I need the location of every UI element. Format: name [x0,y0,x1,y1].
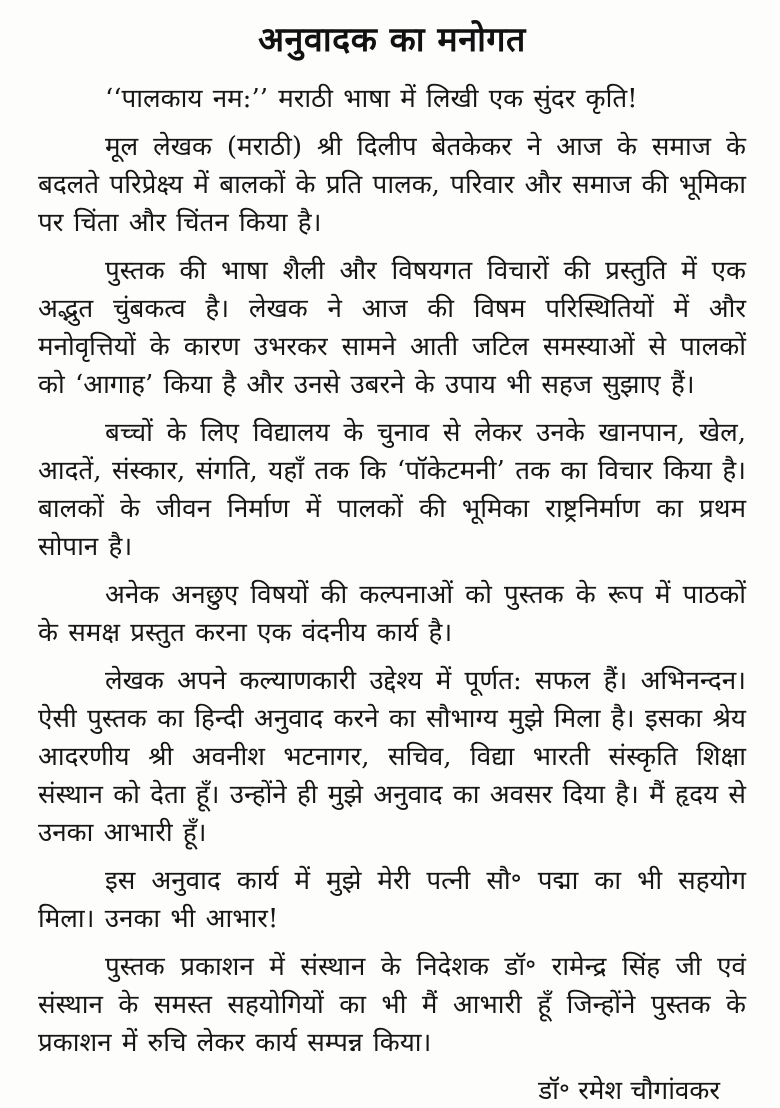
page-title: अनुवादक का मनोगत [258,20,526,60]
paragraph-publisher-thanks: पुस्तक प्रकाशन में संस्थान के निदेशक डॉ॰ रामेन्द्र सिंह जी एवं संस्थान के समस्त सहयोगियों का भी मैं आभारी हूँ जिन्होंने पुस्तक के प्रकाशन में रुचि लेकर कार्य सम्पन्न किया। [38,952,746,1058]
opening-line: ‘‘पालकाय नम:’’ मराठी भाषा में लिखी एक सुंदर कृति! [105,84,638,114]
paragraph-children-topics: बच्चों के लिए विद्यालय के चुनाव से लेकर उनके खानपान, खेल, आदतें, संस्कार, संगति, यहाँ तक कि ‘पॉकेटमनी’ तक का विचार किया है। बालकों के जीवन निर्माण में पालकों की भूमिका राष्ट्रनिर्माण का प्रथम सोपान है। [38,418,746,562]
paragraph-untouched-subjects: अनेक अनछुए विषयों की कल्पनाओं को पुस्तक के रूप में पाठकों के समक्ष प्रस्तुत करना एक वंदनीय कार्य है। [38,580,746,648]
paragraph-author-intro: मूल लेखक (मराठी) श्री दिलीप बेतकेकर ने आज के समाज के बदलते परिप्रेक्ष्य में बालकों के प्रति पालक, परिवार और समाज की भूमिका पर चिंता और चिंतन किया है। [38,132,746,238]
paragraph-book-style: पुस्तक की भाषा शैली और विषयगत विचारों की प्रस्तुति में एक अद्भुत चुंबकत्व है। लेखक ने आज की विषम परिस्थितियों में और मनोवृत्तियों के कारण उभरकर सामने आती जटिल समस्याओं से पालकों को ‘आगाह’ किया है और उनसे उबरने के उपाय भी सहज सुझाए हैं। [38,256,746,400]
author-signature: डॉ॰ रमेश चौगांवकर [538,1076,720,1106]
paragraph-translation-credit: लेखक अपने कल्याणकारी उद्देश्य में पूर्णत: सफल हैं। अभिनन्दन। ऐसी पुस्तक का हिन्दी अनुवाद करने का सौभाग्य मुझे मिला है। इसका श्रेय आदरणीय श्री अवनीश भटनागर, सचिव, विद्या भारती संस्कृति शिक्षा संस्थान को देता हूँ। उन्होंने ही मुझे अनुवाद का अवसर दिया है। मैं हृदय से उनका आभारी हूँ। [38,666,746,848]
paragraph-wife-thanks: इस अनुवाद कार्य में मुझे मेरी पत्नी सौ॰ पद्मा का भी सहयोग मिला। उनका भी आभार! [38,866,746,934]
